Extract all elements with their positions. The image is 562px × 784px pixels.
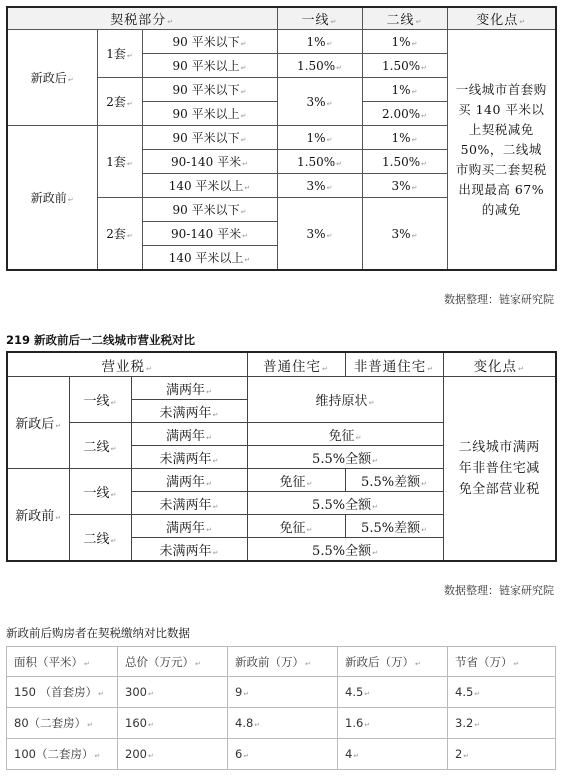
area-cell: 100（二套房）↵ — [7, 739, 118, 770]
before-cell: 4.8↵ — [228, 708, 338, 739]
policy-label: 新政后↵ — [7, 377, 69, 469]
table-header-row — [7, 647, 556, 677]
area-cell: 150 （首套房）↵ — [7, 677, 118, 708]
header-cell: 契税部分↵ — [7, 7, 277, 30]
table-row — [7, 739, 556, 770]
term-cell: 未满两年↵ — [131, 400, 247, 423]
header-cell: 变化点↵ — [443, 352, 556, 377]
area-cell: 90 平米以下↵ — [142, 126, 277, 150]
price-cell: 160↵ — [118, 708, 228, 739]
tier1-rate: 1.50%↵ — [277, 150, 362, 174]
business-tax-table — [6, 351, 557, 562]
after-cell: 4↵ — [338, 739, 448, 770]
term-cell: 未满两年↵ — [131, 446, 247, 469]
change-note: 一线城市首套购买 140 平米以上契税减免 50%，二线城市购买二套契税出现最高 67%的减免 — [447, 30, 556, 271]
table-row — [7, 708, 556, 739]
tax-value: 免征↵ — [247, 515, 345, 538]
policy-label: 新政后↵ — [7, 30, 97, 126]
tier1-rate: 1.50%↵ — [277, 54, 362, 78]
saving-cell: 4.5↵ — [448, 677, 556, 708]
policy-label: 新政前↵ — [7, 469, 69, 562]
before-cell: 6↵ — [228, 739, 338, 770]
header-cell: 新政后（万）↵ — [338, 647, 448, 677]
area-cell: 90-140 平米↵ — [142, 150, 277, 174]
area-cell: 140 平米以上↵ — [142, 246, 277, 271]
area-cell: 90 平米以上↵ — [142, 102, 277, 126]
tax-value: 5.5%全额↵ — [247, 446, 443, 469]
tier2-rate: 1%↵ — [362, 126, 447, 150]
table-row — [7, 377, 556, 400]
term-cell: 满两年↵ — [131, 515, 247, 538]
tier2-rate: 1.50%↵ — [362, 54, 447, 78]
tier1-rate: 3%↵ — [277, 78, 362, 126]
term-cell: 未满两年↵ — [131, 538, 247, 562]
city-tier-label: 一线↵ — [69, 469, 131, 515]
area-cell: 90-140 平米↵ — [142, 222, 277, 246]
table-row — [7, 30, 556, 54]
tier1-rate: 3%↵ — [277, 198, 362, 271]
tier2-rate: 2.00%↵ — [362, 102, 447, 126]
table-header-row — [7, 352, 556, 377]
tier1-rate: 1%↵ — [277, 30, 362, 54]
area-cell: 90 平米以下↵ — [142, 78, 277, 102]
price-cell: 200↵ — [118, 739, 228, 770]
house-count-label: 2套↵ — [97, 78, 142, 126]
saving-cell: 3.2↵ — [448, 708, 556, 739]
area-cell: 140 平米以上↵ — [142, 174, 277, 198]
tax-value: 免征↵ — [247, 423, 443, 446]
city-tier-label: 二线↵ — [69, 515, 131, 562]
header-cell: 新政前（万）↵ — [228, 647, 338, 677]
change-note: 二线城市满两年非普住宅减免全部营业税 — [443, 377, 556, 562]
deed-tax-comparison-table — [6, 646, 556, 770]
tier2-rate: 1%↵ — [362, 30, 447, 54]
header-cell: 变化点↵ — [447, 7, 556, 30]
source-note: 数据整理：链家研究院 — [444, 584, 554, 597]
section-heading: 219 新政前后一二线城市营业税对比 — [6, 333, 196, 347]
price-cell: 300↵ — [118, 677, 228, 708]
tax-value: 5.5%全额↵ — [247, 492, 443, 515]
area-cell: 80（二套房）↵ — [7, 708, 118, 739]
table-header-row — [7, 7, 556, 30]
header-cell: 普通住宅↵ — [247, 352, 345, 377]
tier1-rate: 1%↵ — [277, 126, 362, 150]
header-cell: 节省（万）↵ — [448, 647, 556, 677]
tier2-rate: 1%↵ — [362, 78, 447, 102]
city-tier-label: 二线↵ — [69, 423, 131, 469]
header-cell: 总价（万元）↵ — [118, 647, 228, 677]
tax-value: 5.5%全额↵ — [247, 538, 443, 562]
header-cell: 非普通住宅↵ — [345, 352, 443, 377]
area-cell: 90 平米以上↵ — [142, 54, 277, 78]
tier2-rate: 1.50%↵ — [362, 150, 447, 174]
policy-label: 新政前↵ — [7, 126, 97, 271]
source-note: 数据整理：链家研究院 — [444, 293, 554, 306]
tax-value: 5.5%差额↵ — [345, 469, 443, 492]
area-cell: 90 平米以下↵ — [142, 198, 277, 222]
header-cell: 营业税↵ — [7, 352, 247, 377]
table-row — [7, 677, 556, 708]
city-tier-label: 一线↵ — [69, 377, 131, 423]
after-cell: 1.6↵ — [338, 708, 448, 739]
saving-cell: 2↵ — [448, 739, 556, 770]
header-cell: 一线↵ — [277, 7, 362, 30]
before-cell: 9↵ — [228, 677, 338, 708]
term-cell: 未满两年↵ — [131, 492, 247, 515]
term-cell: 满两年↵ — [131, 377, 247, 400]
tier2-rate: 3%↵ — [362, 198, 447, 271]
term-cell: 满两年↵ — [131, 469, 247, 492]
section-heading: 新政前后购房者在契税缴纳对比数据 — [6, 626, 190, 640]
tax-value: 免征↵ — [247, 469, 345, 492]
tier1-rate: 3%↵ — [277, 174, 362, 198]
house-count-label: 1套↵ — [97, 30, 142, 78]
house-count-label: 2套↵ — [97, 198, 142, 271]
house-count-label: 1套↵ — [97, 126, 142, 198]
tax-value: 维持原状↵ — [247, 377, 443, 423]
tax-value: 5.5%差额↵ — [345, 515, 443, 538]
after-cell: 4.5↵ — [338, 677, 448, 708]
deed-tax-table — [6, 6, 557, 271]
header-cell: 二线↵ — [362, 7, 447, 30]
area-cell: 90 平米以下↵ — [142, 30, 277, 54]
term-cell: 满两年↵ — [131, 423, 247, 446]
header-cell: 面积（平米）↵ — [7, 647, 118, 677]
tier2-rate: 3%↵ — [362, 174, 447, 198]
